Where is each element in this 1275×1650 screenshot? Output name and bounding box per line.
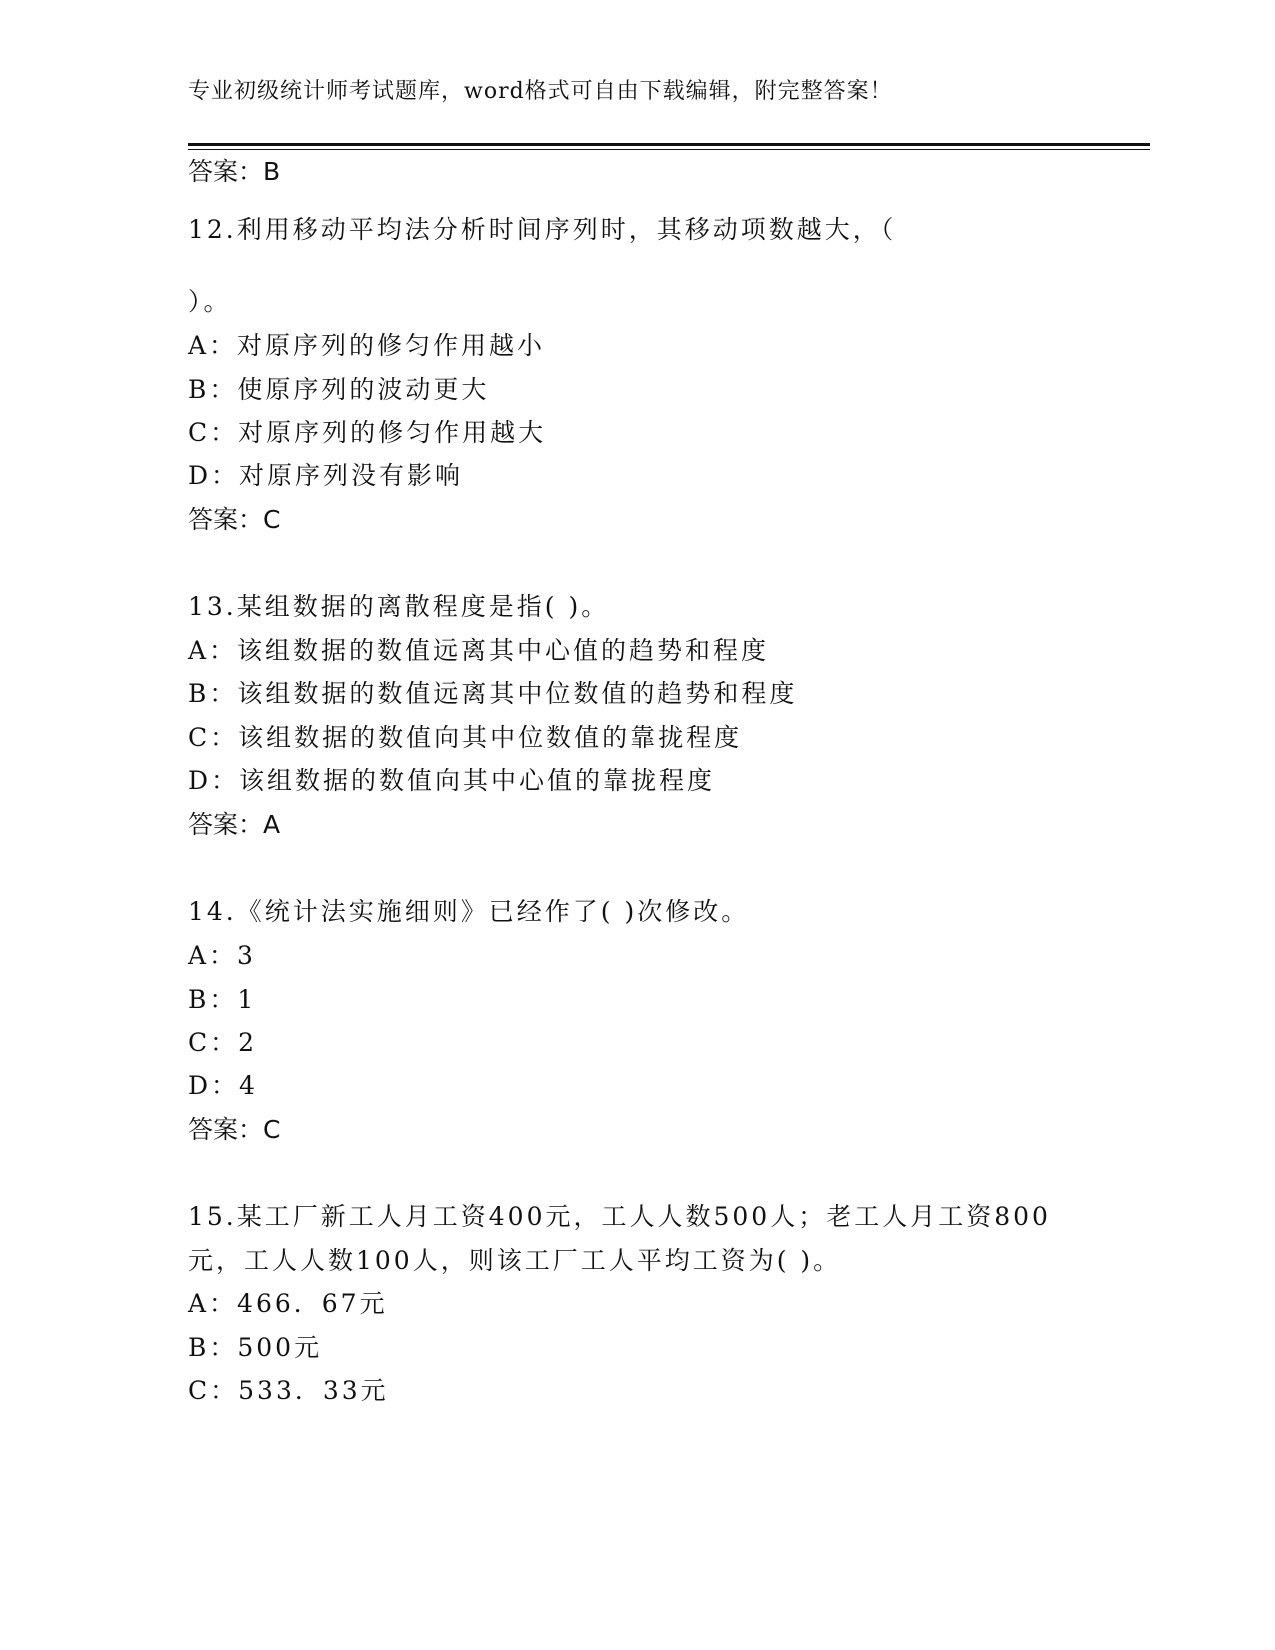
q14-option-b: B：1 [188,985,257,1014]
q12-stem-line2: ）。 [188,287,232,316]
q12-answer: 答案：C [188,505,281,534]
q13-option-d: D：该组数据的数值向其中心值的靠拢程度 [188,766,716,795]
q15-option-b: B：500元 [188,1333,323,1362]
q13-option-b: B：该组数据的数值远离其中位数值的趋势和程度 [188,679,798,708]
q12-option-b: B：使原序列的波动更大 [188,375,490,404]
q13-stem: 13.某组数据的离散程度是指( )。 [188,592,610,621]
q13-option-a: A：该组数据的数值远离其中心值的趋势和程度 [188,636,770,665]
q15-stem-line1: 15.某工厂新工人月工资400元，工人人数500人；老工人月工资800 [188,1202,1051,1231]
q12-option-d: D：对原序列没有影响 [188,461,464,490]
header-rule-thick [188,143,1150,146]
page-header: 专业初级统计师考试题库，word格式可自由下载编辑，附完整答案！ [188,79,893,104]
q13-answer: 答案：A [188,810,281,839]
q12-option-c: C：对原序列的修匀作用越大 [188,418,547,447]
q13-option-c: C：该组数据的数值向其中位数值的靠拢程度 [188,723,743,752]
q15-stem-line2: 元，工人人数100人，则该工厂工人平均工资为( )。 [188,1246,842,1275]
header-rule-thin [188,149,1150,150]
q14-option-c: C：2 [188,1028,258,1057]
prev-answer: 答案：B [188,157,281,186]
q15-option-c: C：533．33元 [188,1376,389,1405]
q14-option-d: D：4 [188,1071,258,1100]
q12-option-a: A：对原序列的修匀作用越小 [188,331,546,360]
q15-option-a: A：466．67元 [188,1289,388,1318]
q14-answer: 答案：C [188,1115,281,1144]
q14-option-a: A：3 [188,941,256,970]
q12-stem-line1: 12.利用移动平均法分析时间序列时，其移动项数越大，（ [188,215,897,244]
q14-stem: 14.《统计法实施细则》已经作了( )次修改。 [188,897,750,926]
